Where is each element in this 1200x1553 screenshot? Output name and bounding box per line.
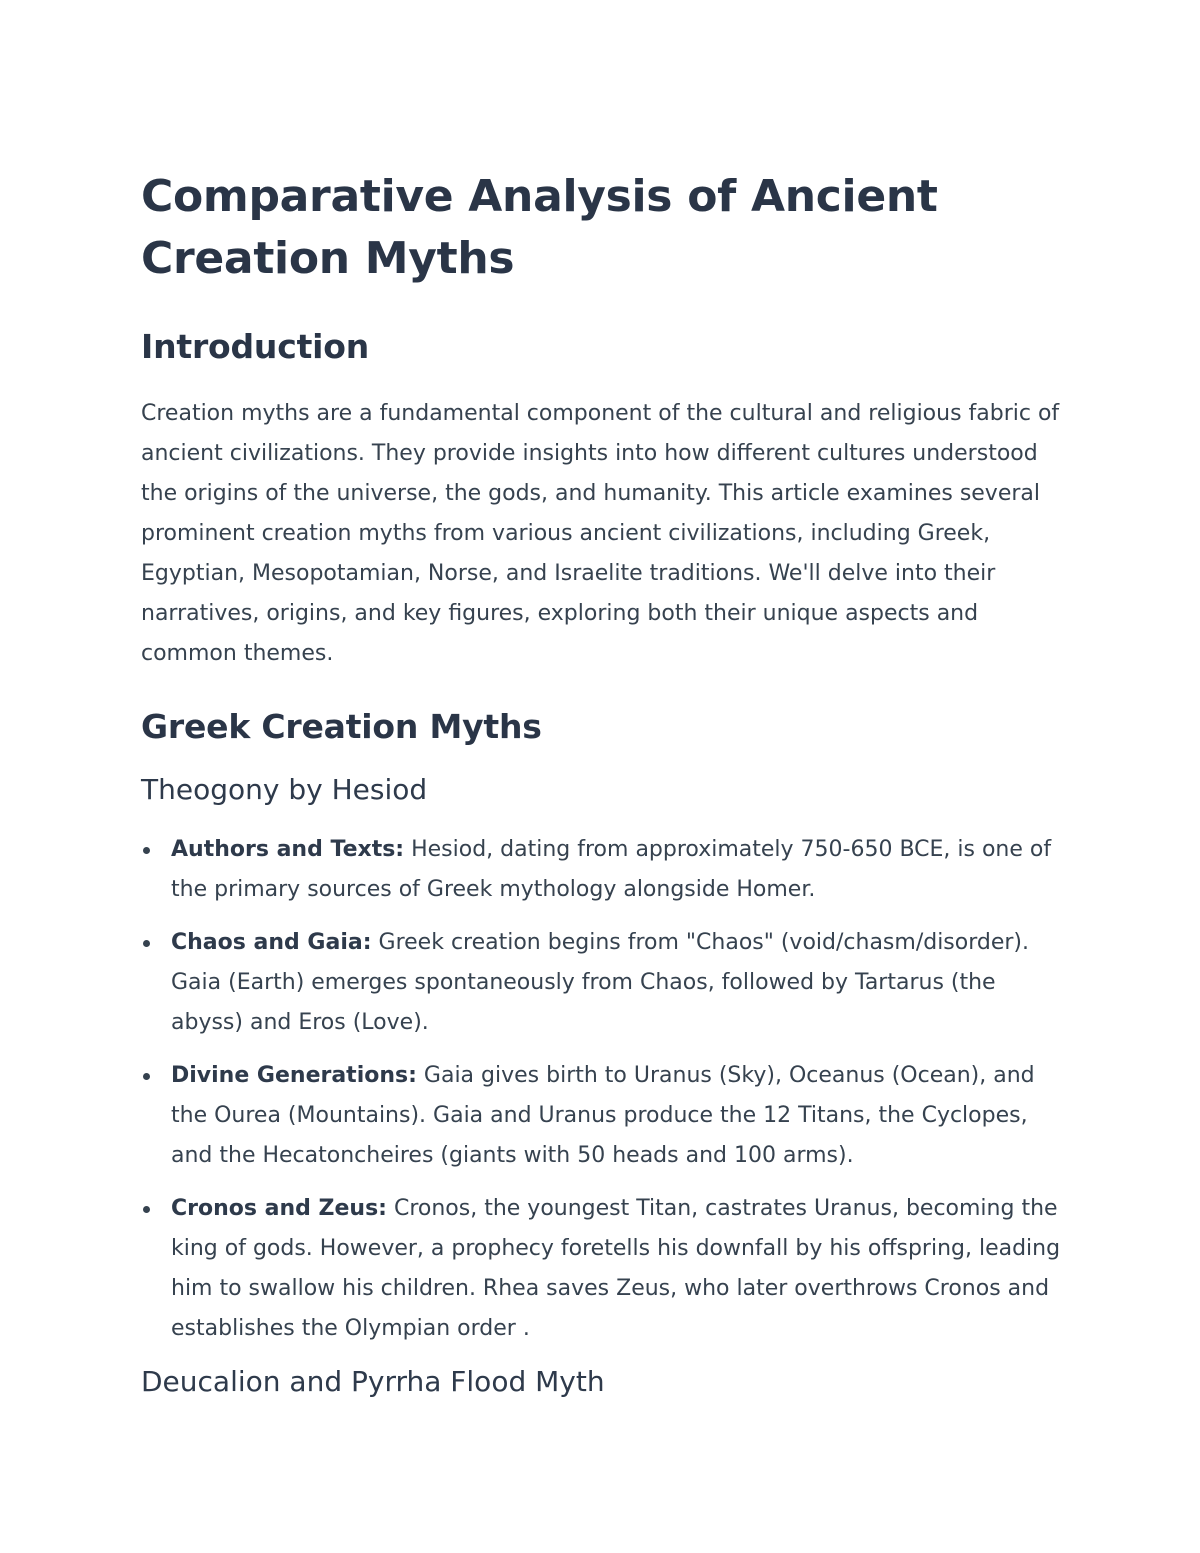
intro-paragraph: Creation myths are a fundamental component of the cultural and religious fabric of ancient civilizations. They provide insights into how different cultures understood the origins of the universe, the gods, and humanity. This article examines several prominent creation myths from various ancient civilizations, including Greek, Egyptian, Mesopotamian, Norse, and Israelite traditions. We'll delve into their narratives, origins, and key figures, exploring both their unique aspects and common themes. <box>141 401 1060 666</box>
section-heading-greek-creation-myths: Greek Creation Myths <box>141 707 542 746</box>
section-heading-introduction: Introduction <box>141 327 370 366</box>
list-item-term: Cronos and Zeus: <box>171 1196 387 1221</box>
list-item <box>141 923 1071 1043</box>
subsection-heading-theogony: Theogony by Hesiod <box>141 773 428 806</box>
bullet-icon <box>143 1206 150 1213</box>
bullet-icon <box>143 940 150 947</box>
list-item-text: Greek creation begins from "Chaos" (void/chasm/disorder). Gaia (Earth) emerges spontaneously from Chaos, followed by Tartarus (the abyss) and Eros (Love). <box>171 930 1030 1035</box>
list-item-text: Gaia gives birth to Uranus (Sky), Oceanus (Ocean), and the Ourea (Mountains). Gaia and Uranus produce the 12 Titans, the Cyclopes, and the Hecatoncheires (giants with 50 heads and 100 arms). <box>171 1063 1035 1168</box>
list-item-term: Chaos and Gaia: <box>171 930 372 955</box>
bullet-icon <box>143 847 150 854</box>
list-item-term: Divine Generations: <box>171 1063 417 1088</box>
document-title: Comparative Analysis of Ancient Creation Myths <box>141 171 938 284</box>
list-item <box>141 830 1071 910</box>
bullet-icon <box>143 1073 150 1080</box>
list-item <box>141 1056 1071 1176</box>
theogony-bullet-list <box>141 830 1071 1349</box>
document-page <box>141 166 1071 1402</box>
subsection-heading-deucalion-pyrrha: Deucalion and Pyrrha Flood Myth <box>141 1365 605 1398</box>
list-item-text: Cronos, the youngest Titan, castrates Uranus, becoming the king of gods. However, a prophecy foretells his downfall by his offspring, leading him to swallow his children. Rhea saves Zeus, who later overthrows Cronos and establishes the Olympian order . <box>171 1196 1061 1341</box>
list-item-text: Hesiod, dating from approximately 750-650 BCE, is one of the primary sources of Greek mythology alongside Homer. <box>171 837 1052 902</box>
list-item-term: Authors and Texts: <box>171 837 405 862</box>
list-item <box>141 1189 1071 1349</box>
